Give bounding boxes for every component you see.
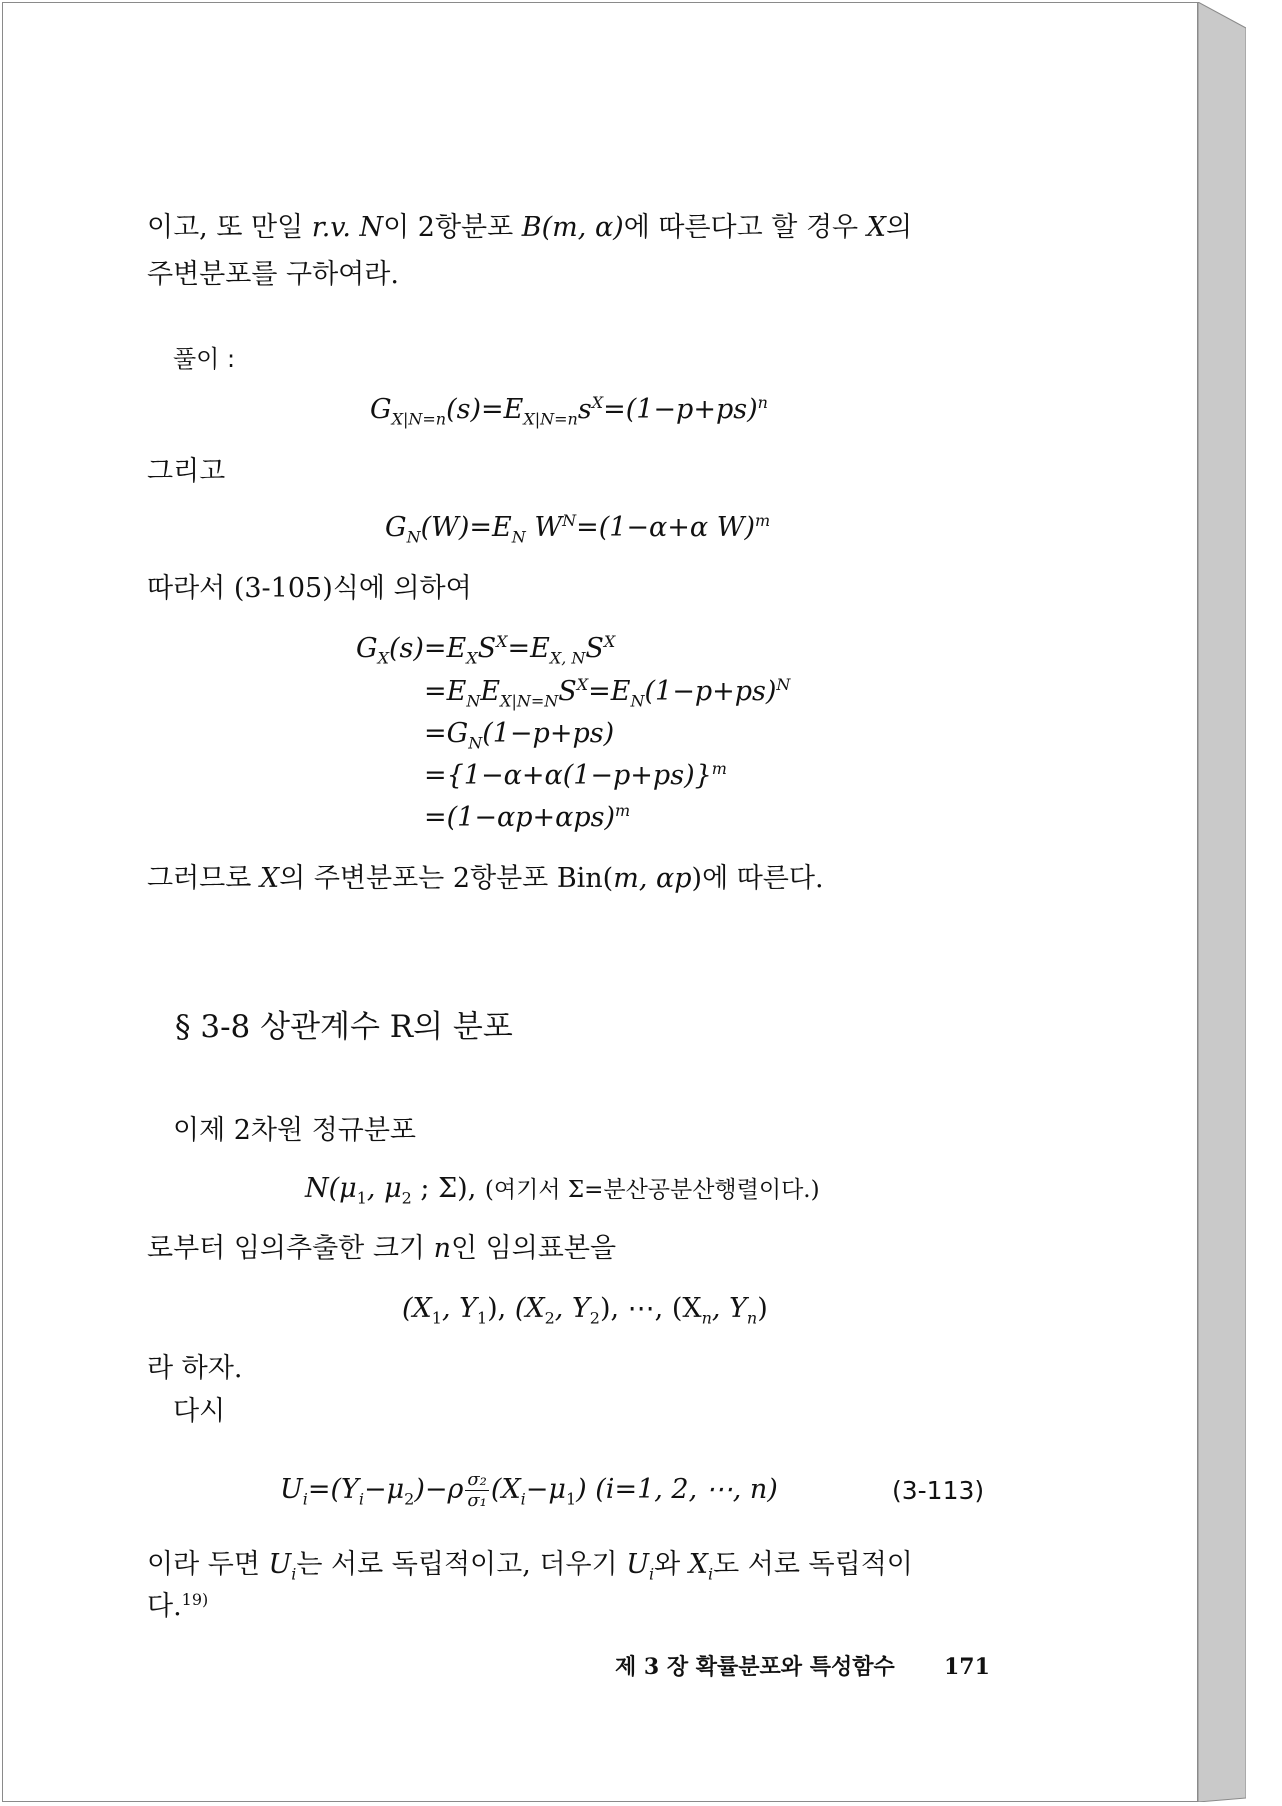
paragraph-2-line-4: 다시 bbox=[173, 1396, 226, 1427]
problem-text-line-2: 주변분포를 구하여라. bbox=[147, 259, 399, 290]
equation-3-line-4: $=\{1-\alpha+\alpha(1-p+ps)\}^m$ bbox=[424, 759, 727, 791]
equation-number: (3-113) bbox=[892, 1476, 985, 1505]
equation-2: $G_N(W)=E_N$ $W^N=(1-\alpha+\alpha$ W)$^m$ bbox=[385, 511, 771, 547]
paragraph-2-line-2: 로부터 임의추출한 크기 n인 임의표본을 bbox=[147, 1233, 617, 1264]
equation-3-113: $U_i=(Y_i-\mu_2)-\rho$ $\frac{\text{σ₂}}{\text{σ₁}}$ $(X_i-\mu_1)$ (i=1, 2, ⋯, n) bbox=[280, 1469, 778, 1511]
chapter-footer: 제 3 장 확률분포와 특성함수 bbox=[615, 1654, 895, 1680]
equation-3-line-1: $G_X(s)=E_XS^X=E_{X, N}S^X$ bbox=[356, 632, 616, 668]
equation-1: $G_{X|N=n}(s)=E_{X|N=n}s^X=(1-p+ps)^n$ bbox=[370, 393, 768, 429]
random-sample-expression: ($X_1$, $Y_1$), ($X_2$, $Y_2$), ⋯, ($X_n$, $Y_n$) bbox=[402, 1293, 768, 1328]
paragraph-3-line-2: 다.$^{19)}$ bbox=[147, 1590, 209, 1622]
sigma-ratio-fraction: $\frac{\text{σ₂}}{\text{σ₁}}$ bbox=[467, 1469, 487, 1511]
solution-label: 풀이 : bbox=[173, 345, 236, 373]
connector-text-and: 그리고 bbox=[147, 456, 226, 487]
equation-3-line-5: $=(1-\alpha p+\alpha ps)^m$ bbox=[424, 801, 631, 833]
equation-3-line-3: $=G_N(1-p+ps)$ bbox=[424, 718, 615, 753]
paragraph-2-line-1: 이제 2차원 정규분포 bbox=[173, 1115, 416, 1146]
paragraph-2-line-3: 라 하자. bbox=[147, 1353, 243, 1384]
connector-text-thus: 따라서 (3-105)식에 의하여 bbox=[147, 573, 472, 604]
paragraph-3-line-1: 이라 두면 $U_i$는 서로 독립적이고, 더우기 $U_i$와 $X_i$도 서로 독립적이 bbox=[147, 1549, 913, 1584]
conclusion-text: 그러므로 X의 주변분포는 2항분포 Bin(m, αp)에 따른다. bbox=[147, 863, 824, 894]
equation-3-line-2: $=E_NE_{X|N=N}S^X=E_N(1-p+ps)^N$ bbox=[424, 675, 791, 711]
section-heading: § 3-8 상관계수 R의 분포 bbox=[175, 1009, 513, 1045]
normal-distribution-expression: $N(\mu_1$, $\mu_2$ ; Σ), (여기서 Σ=분산공분산행렬이다.) bbox=[305, 1173, 820, 1208]
footnote-marker: 19) bbox=[181, 1590, 209, 1609]
problem-text-line-1: 이고, 또 만일 r.v. N이 2항분포 B(m, α)에 따른다고 할 경우 X의 bbox=[147, 212, 913, 243]
page-edge-shadow bbox=[1198, 2, 1246, 1802]
page-number: 171 bbox=[944, 1654, 990, 1680]
